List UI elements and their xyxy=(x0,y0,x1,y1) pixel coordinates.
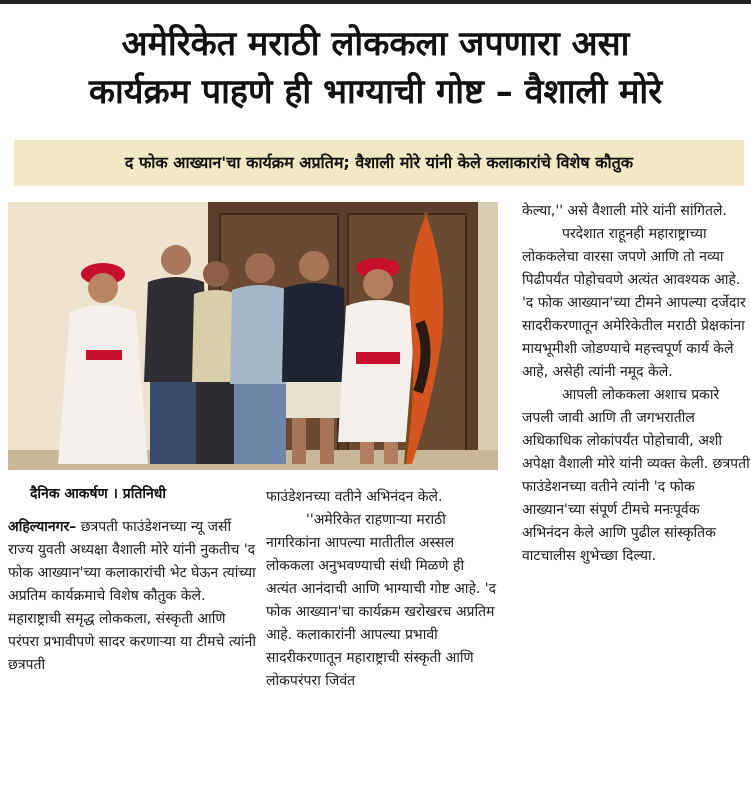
subheadline: द फोक आख्यान'चा कार्यक्रम अप्रतिम; वैशाली मोरे यांनी केले कलाकारांचे विशेष कौतुक xyxy=(124,153,634,172)
column-1-paragraph xyxy=(8,516,258,677)
column-2-paragraph-1: फाउंडेशनच्या वतीने अभिनंदन केले. xyxy=(266,489,443,505)
top-rule xyxy=(0,0,751,4)
group-photo xyxy=(8,202,498,470)
column-3-paragraph-2: परदेशात राहूनही महाराष्ट्राच्या लोककलेचा वारसा जपणे आणि तो नव्या पिढीपर्यंत पोहोचवणे अत्यंत आवश्यक आहे. 'द फोक आख्यान'च्या टीमने आपल्या दर्जेदार सादरीकरणातून अमेरिकेतील मराठी प्रेक्षकांना मायभूमीशी जोडण्याचे महत्त्वपूर्ण कार्य केले आहे, असेही त्यांनी नमूद केले. xyxy=(522,226,746,380)
headline-line-2: कार्यक्रम पाहणे ही भाग्याची गोष्ट – वैशाली मोरे xyxy=(88,72,663,112)
byline: दैनिक आकर्षण । प्रतिनिधी xyxy=(30,486,166,502)
dateline: अहिल्यानगर– xyxy=(8,519,77,535)
column-1-text: छत्रपती फाउंडेशनच्या न्यू जर्सी राज्य युवती अध्यक्षा वैशाली मोरे यांनी नुकतीच 'द फोक आख्यान'च्या कलाकारांची भेट घेऊन त्यांच्या अप्रतिम कार्यक्रमाचे विशेष कौतुक केले. महाराष्ट्राची समृद्ध लोककला, संस्कृती आणि परंपरा प्रभावीपणे सादर करणाऱ्या या टीमचे त्यांनी छत्रपती xyxy=(8,519,257,673)
column-3-paragraph-1: केल्या,'' असे वैशाली मोरे यांनी सांगितले. xyxy=(522,203,727,219)
article-column-1 xyxy=(8,516,258,677)
column-2-paragraph-2: ''अमेरिकेत राहणाऱ्या मराठी नागरिकांना आपल्या मातीतील अस्सल लोककला अनुभवण्याची संधी मिळणे ही अत्यंत आनंदाची आणि भाग्याची गोष्ट आहे. 'द फोक आख्यान'चा कार्यक्रम खरोखरच अप्रतिम आहे. कलाकारांनी आपल्या प्रभावी सादरीकरणातून महाराष्ट्राची संस्कृती आणि लोकपरंपरा जिवंत xyxy=(266,512,497,689)
headline-line-1: अमेरिकेत मराठी लोककला जपणारा असा xyxy=(121,24,630,64)
article-column-2 xyxy=(266,486,498,693)
headline xyxy=(0,20,751,116)
article-column-3 xyxy=(522,200,751,568)
column-3-paragraph-3: आपली लोककला अशाच प्रकारे जपली जावी आणि ती जगभरातील अधिकाधिक लोकांपर्यंत पोहोचावी, अशी अपेक्षा वैशाली मोरे यांनी व्यक्त केली. छत्रपती फाउंडेशनच्या वतीने त्यांनी 'द फोक आख्यान'च्या संपूर्ण टीमचे मनःपूर्वक अभिनंदन केले आणि पुढील सांस्कृतिक वाटचालीस शुभेच्छा दिल्या. xyxy=(522,387,750,564)
